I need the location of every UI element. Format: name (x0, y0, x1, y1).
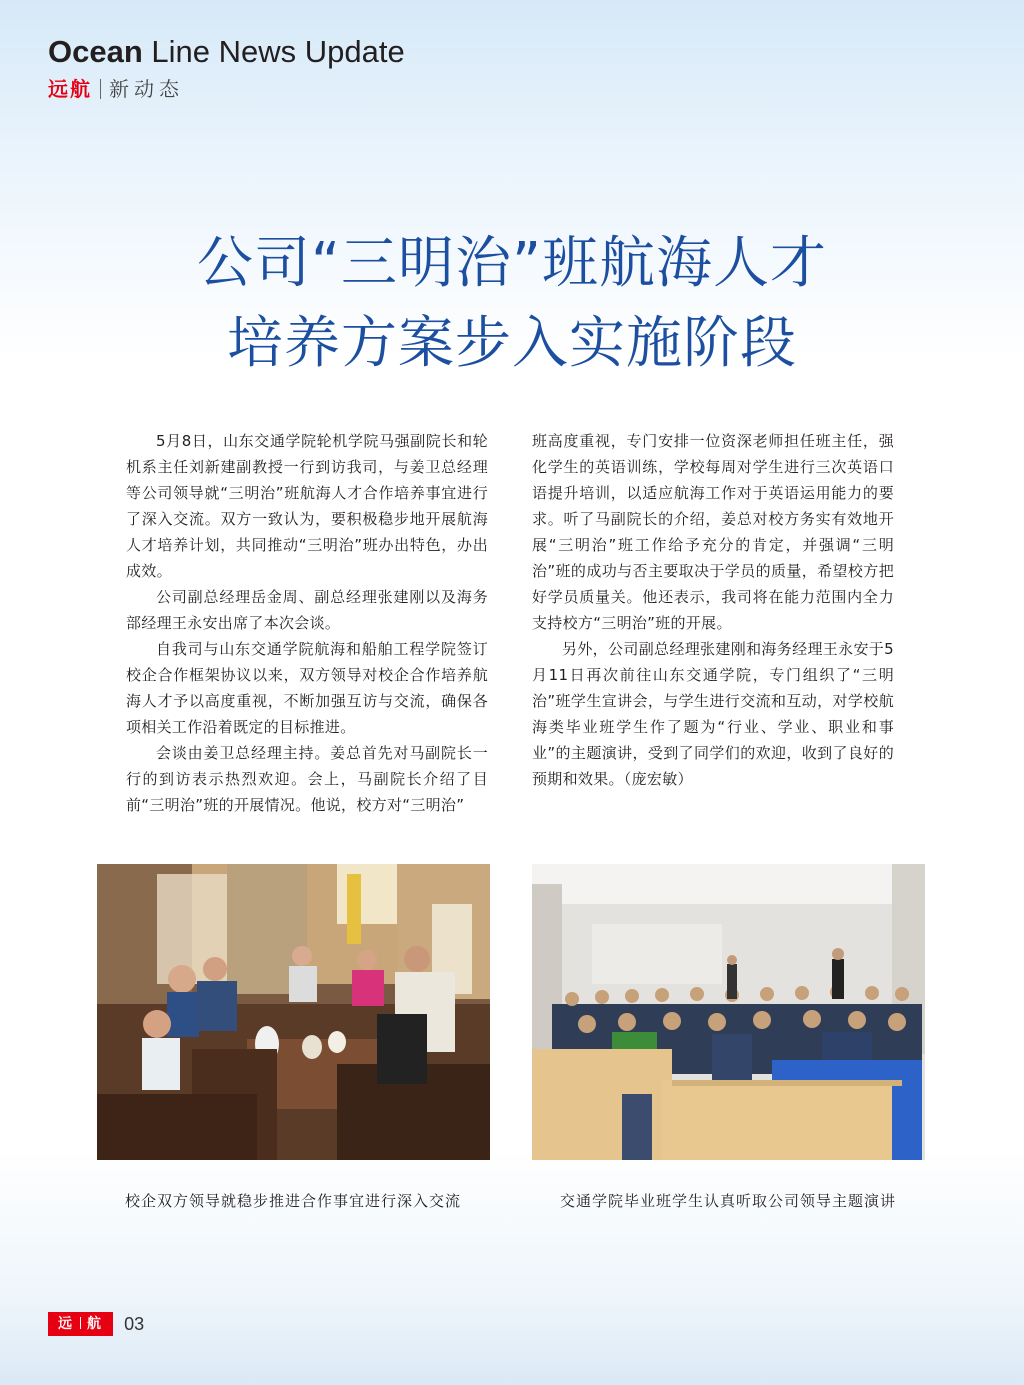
header-divider (100, 79, 101, 99)
section-header (48, 34, 405, 102)
page-number: 03 (124, 1314, 145, 1334)
header-english (48, 34, 405, 70)
header-section-name: 新动态 (109, 77, 184, 101)
article-paragraph: 公司副总经理岳金周、副总经理张建刚以及海务部经理王永安出席了本次会谈。 (126, 588, 488, 632)
footer-badge-divider (80, 1317, 81, 1329)
article-paragraph: 自我司与山东交通学院航海和船舶工程学院签订校企合作框架协议以来，双方领导对校企合作培养航海人才予以高度重视，不断加强互访与交流，确保各项相关工作沿着既定的目标推进。 (126, 640, 488, 736)
meeting-photo-illustration (97, 864, 490, 1160)
classroom-photo-illustration (532, 864, 925, 1160)
article-paragraph-continued: 班高度重视，专门安排一位资深老师担任班主任，强化学生的英语训练，学校每周对学生进行三次英语口语提升培训，以适应航海工作对于英语运用能力的要求。听了马副院长的介绍，姜总对校方务实有效地开展“三明治”班工作给予充分的肯定，并强调“三明治”班的成功与否主要取决于学员的质量，希望校方把好学员质量关。他还表示，我司将在能力范围内全力支持校方“三明治”班的开展。 (532, 432, 894, 632)
article-paragraph: 5月8日，山东交通学院轮机学院马强副院长和轮机系主任刘新建副教授一行到访我司，与姜卫总经理等公司领导就“三明治”班航海人才合作培养事宜进行了深入交流。双方一致认为，要积极稳步地开展航海人才培养计划，共同推动“三明治”班办出特色，办出成效。 (126, 432, 488, 580)
article-column-right (532, 428, 894, 792)
footer-badge-char: 航 (87, 1316, 103, 1332)
photo-caption-classroom: 交通学院毕业班学生认真听取公司领导主题演讲 (559, 1192, 896, 1210)
article-paragraph: 另外，公司副总经理张建刚和海务经理王永安于5月11日再次前往山东交通学院，专门组织了“三明治”班学生宣讲会，与学生进行交流和互动，对学校航海类毕业班学生作了题为“行业、学业、职业和事业”的主题演讲，受到了同学们的欢迎，收到了良好的预期和效果。（庞宏敏） (532, 640, 894, 788)
meeting-photo (97, 864, 490, 1160)
page-footer (48, 1312, 144, 1336)
footer-badge-char: 远 (58, 1316, 74, 1332)
header-english-rest: Line News Update (151, 34, 405, 69)
header-chinese (48, 76, 405, 102)
article-paragraph: 会谈由姜卫总经理主持。姜总首先对马副院长一行的到访表示热烈欢迎。会上，马副院长介绍了目前“三明治”班的开展情况。他说，校方对“三明治” (126, 744, 488, 814)
classroom-photo (532, 864, 925, 1160)
article-title-line-2: 培养方案步入实施阶段 (227, 311, 797, 376)
footer-brand-badge (48, 1312, 113, 1336)
article-title-line-1: 公司“三明治”班航海人才 (196, 231, 828, 296)
photo-caption-meeting: 校企双方领导就稳步推进合作事宜进行深入交流 (124, 1192, 461, 1210)
header-brand: 远航 (48, 77, 92, 101)
article-column-left (126, 428, 488, 818)
header-english-bold: Ocean (48, 34, 143, 69)
